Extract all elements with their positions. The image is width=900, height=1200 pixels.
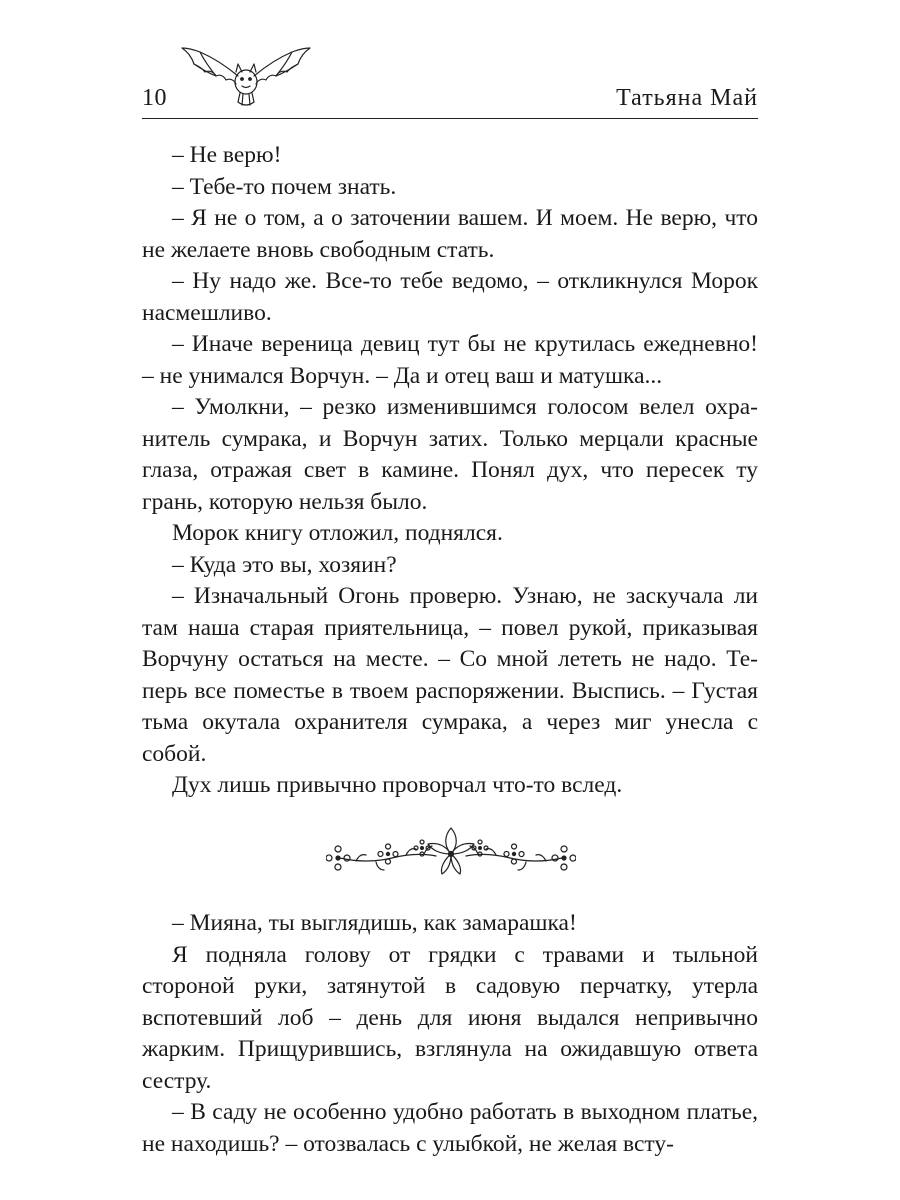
page-number: 10 bbox=[142, 85, 167, 111]
floral-vine-ornament-icon bbox=[326, 824, 576, 878]
paragraph: – Куда это вы, хозяин? bbox=[172, 551, 397, 578]
running-head-author: Татьяна Май bbox=[616, 85, 758, 111]
text-section-one bbox=[142, 140, 758, 802]
paragraph: – Мияна, ты выглядишь, как замарашка! bbox=[172, 910, 577, 936]
paragraph: Я подняла голову от грядки с травами и тыльной стороной руки, затянутой в садовую перчатку, утерла вспотевший лоб – день для июня выдался непривычно жарким. Прищурившись, взглянула на ожидавшую ответа сестру. bbox=[142, 941, 758, 1094]
page-header bbox=[142, 40, 758, 120]
paragraph: Морок книгу отложил, поднялся. bbox=[172, 520, 503, 546]
paragraph: – Я не о том, а о заточении вашем. И моем. Не верю, что не желаете вновь свободным стать. bbox=[142, 205, 758, 263]
header-rule bbox=[142, 118, 758, 119]
paragraph: – В саду не особенно удобно работать в выходном платье, не находишь? – отозвалась с улыбкой, не желая всту- bbox=[142, 1099, 758, 1157]
paragraph: – Умолкни, – резко изменившимся голосом велел охранитель сумрака, и Ворчун затих. Только мерцали красные глаза, отражая свет в камине. Понял дух, что пересек ту грань, которую нельзя было. bbox=[142, 394, 758, 515]
bat-icon bbox=[178, 42, 314, 114]
paragraph: Дух лишь привычно проворчал что-то вслед. bbox=[172, 772, 623, 798]
paragraph: – Изначальный Огонь проверю. Узнаю, не заскучала ли там наша старая приятельница, – повел рукой, приказывая Ворчуну остаться на месте. – Со мной лететь не надо. Теперь все поместье в твоем распоряжении. Выспись. – Густая тьма окутала охранителя сумрака, а через миг унесла с собой. bbox=[142, 583, 758, 767]
text-section-two bbox=[142, 908, 758, 1160]
paragraph: – Иначе вереница девиц тут бы не крутилась ежедневно! – не унимался Ворчун. – Да и отец ваш и матушка... bbox=[142, 331, 758, 389]
paragraph: – Не верю! bbox=[172, 142, 282, 168]
paragraph: – Тебе-то почем знать. bbox=[172, 173, 397, 200]
paragraph: – Ну надо же. Все-то тебе ведомо, – откликнулся Морок насмешливо. bbox=[142, 268, 758, 326]
